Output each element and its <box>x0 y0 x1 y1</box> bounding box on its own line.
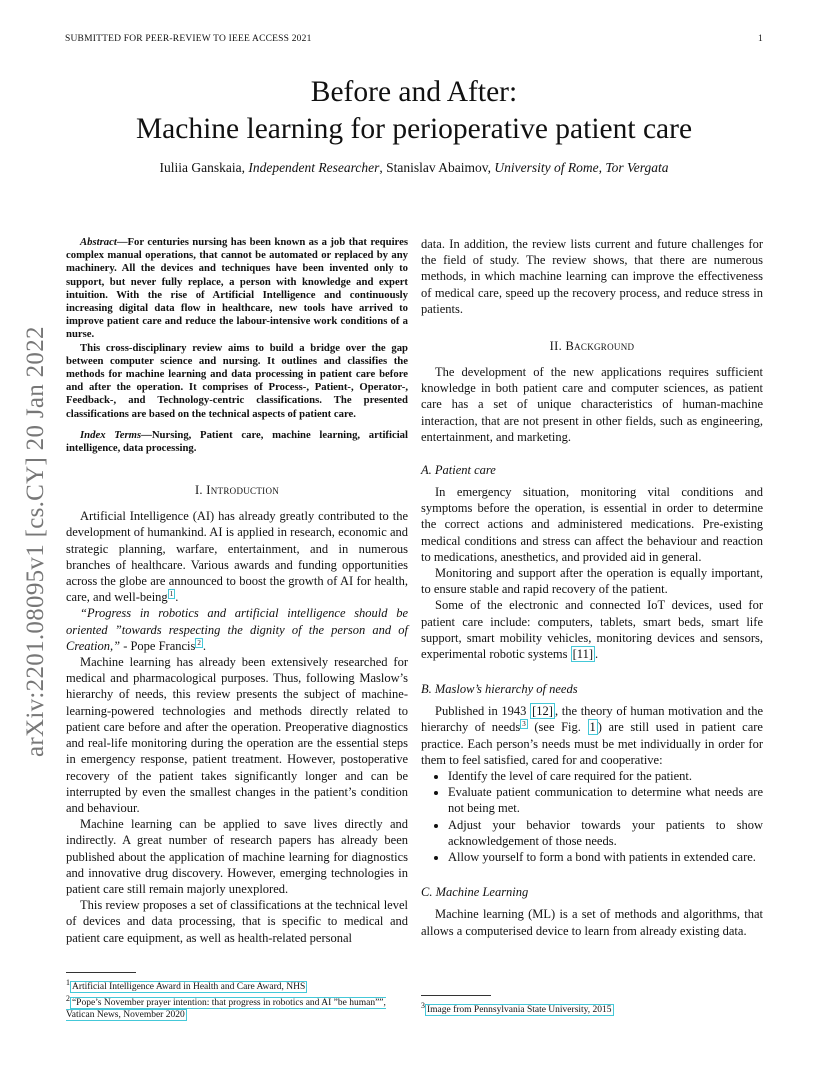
background-title: Background <box>565 339 635 354</box>
list-item: • Adjust your behavior towards your patients to show acknowledgement of those needs. <box>448 817 763 849</box>
index-terms-text: —Nursing, Patient care, machine learning, artificial intelligence, data processing. <box>66 428 408 455</box>
running-title: SUBMITTED FOR PEER-REVIEW TO IEEE ACCESS 2021 <box>65 34 312 44</box>
footnote-1-link[interactable]: Artificial Intelligence Award in Health and Care Award, NHS <box>71 982 306 993</box>
maslow-bullet-list <box>421 768 763 865</box>
footnote-2 <box>66 993 411 1021</box>
footnote-3-number: 3 <box>421 1001 425 1010</box>
footnote-ref-3[interactable]: 3 <box>522 720 526 729</box>
footnote-1 <box>66 977 411 993</box>
footnotes-right <box>421 1000 766 1016</box>
citation-link-11[interactable]: [11] <box>572 647 593 662</box>
subsection-heading-maslow: B. Maslow’s hierarchy of needs <box>421 682 578 697</box>
patient-care-p2: Monitoring and support after the operation is equally important, to ensure stable and rapid recovery of the patient. <box>421 566 763 597</box>
intro-p3: Machine learning has already been extensively researched for medical and pharmacological purposes. Thus, following Maslow’s hierarchy of needs, this review presents the subject of machine-learning-powered technologies and methods directly related to patient care before and after the operation. Preoperative diagnostics and real-life monitoring during the operation are the essential steps in emergency response, patient treatment. However, postoperative recovery of the patient takes significantly longer and can be interrupted by even the smallest changes in the patient’s condition and behaviour. <box>66 655 408 815</box>
abstract-p2: This cross-disciplinary review aims to build a bridge over the gap between computer science and nursing. It outlines and classifies the methods for machine learning and data processing in patient care before and after the operation. It comprises of Process-, Patient-, Operator-, Feedback-, and Technology-centric classifications. The presented classifications are based on the technical aspects of patient care. <box>66 341 408 420</box>
running-header <box>65 34 763 44</box>
abstract-p1 <box>66 236 408 342</box>
footnote-2-number: 2 <box>66 994 70 1004</box>
arxiv-stamp: arXiv:2201.08095v1 [cs.CY] 20 Jan 2022 <box>22 326 49 757</box>
footnote-rule-right <box>421 995 491 996</box>
footnote-rule-left <box>66 972 136 973</box>
intro-p5: This review proposes a set of classifications at the technical level of devices and data processing, that is specific to medical and patient care equipment, as well as health-related personal <box>66 898 408 945</box>
footnote-ref-2[interactable]: 2 <box>197 638 201 647</box>
section-heading-introduction <box>66 483 408 498</box>
pope-quote: “Progress in robotics and artificial intelligence should be oriented ”towards respecting the dignity of the person and of Creation,” <box>66 606 408 653</box>
title-line-1: Before and After: <box>310 76 518 108</box>
intro-continuation: data. In addition, the review lists current and future challenges for the field of study. The review shows, that there are numerous methods, in which machine learning can improve the effectiveness of medical care, speed up the recovery process, and reduce stress in patients. <box>421 237 763 316</box>
maslow-p1 <box>421 703 763 768</box>
intro-p1-text: Artificial Intelligence (AI) has already greatly contributed to the development of humankind. AI is applied in research, economic and strategic planning, warfare, entertainment, and in numerous branches of healthcare. Various awards and funding opportunities across the globe are announced to boost the growth of AI for health, care, and well-being <box>66 509 408 605</box>
footnote-2-link[interactable]: “Pope’s November prayer intention: that progress in robotics and AI ”be human””, Vatican News, November 2020 <box>66 998 386 1021</box>
intro-title: Introduction <box>206 483 280 498</box>
citation-link-12[interactable]: [12] <box>532 704 553 719</box>
abstract-text-1: —For centuries nursing has been known as a job that requires complex manual operations, that cannot be automated or replaced by any machinery. All the devices and techniques have been invented only to support, but never fully replace, a person with knowledge and expert intuition. With the rise of Artificial Intelligence and continuously increasing digital data flow in healthcare, new tools have arrived to improve patient care and reduce the labour-intensive work conditions of a nurse. <box>66 236 408 341</box>
patient-care-p1: In emergency situation, monitoring vital conditions and symptoms before the operation, is essential in order to determine the correct actions and administered medications. Pre-existing medical conditions and stress can affect the behaviour and reaction to medications, anesthetics, and provided aid in general. <box>421 485 763 564</box>
list-item: • Identify the level of care required for the patient. <box>448 768 763 784</box>
author-1: Iuliia Ganskaia, <box>159 160 245 175</box>
patient-care-p3: Some of the electronic and connected IoT devices, used for patient care include: computers, tablets, smart beds, smart life support, smart mobility vehicles, monitoring devices and sensors, experimental robotic systems [11] . <box>421 598 763 662</box>
background-p1: The development of the new applications requires sufficient knowledge in both patient care and computer sciences, as patient care has a set of unique characteristics of human-machine interaction, that are not present in other fields, such as engineering, entertainment, and marketing. <box>421 365 763 444</box>
section-heading-background <box>421 339 763 354</box>
intro-p1: Artificial Intelligence (AI) has already greatly contributed to the development of humankind. AI is applied in research, economic and strategic planning, warfare, entertainment, and in numerous branches of healthcare. Various awards and funding opportunities across the globe are announced to boost the growth of AI for health, care, and well-being $^1$ . <box>66 509 408 605</box>
author-1-affiliation: Independent Researcher <box>248 160 380 175</box>
list-item: • Allow yourself to form a bond with patients in extended care. <box>448 849 763 865</box>
machine-learning-p1: Machine learning (ML) is a set of methods and algorithms, that allows a computerised device to learn from already existing data. <box>421 907 763 938</box>
footnote-3-link[interactable]: Image from Pennsylvania State University, 2015 <box>426 1005 612 1016</box>
intro-p4: Machine learning can be applied to save lives directly and indirectly. A great number of research papers has already been published about the application of machine learning for diagnostics and innovative drug discovery. However, emerging technologies in patient care still remain majorly unexplored. <box>66 817 408 896</box>
index-terms <box>66 429 408 455</box>
list-item: • Evaluate patient communication to determine what needs are not being met. <box>448 784 763 816</box>
footnotes-left <box>66 977 411 1021</box>
title-line-2: Machine learning for perioperative patient care <box>135 113 693 145</box>
index-terms-label: Index Terms <box>80 428 142 441</box>
maslow-p1-a: Published in 1943 <box>435 704 531 719</box>
patient-care-p3-text: Some of the electronic and connected IoT devices, used for patient care include: computers, tablets, smart beds, smart life support, smart mobility vehicles, monitoring devices and sensors, experimental robotic systems <box>421 598 763 662</box>
background-number: II. <box>549 339 563 354</box>
intro-p2: “Progress in robotics and artificial intelligence should be oriented ”towards respecting the dignity of the person and of Creation,” - Pope Francis $^2$ . <box>66 606 408 653</box>
author-2-affiliation: University of Rome, Tor Vergata <box>494 160 669 175</box>
right-column <box>421 236 763 939</box>
footnote-3 <box>421 1000 766 1016</box>
figure-link-1[interactable]: 1 <box>589 720 596 735</box>
maslow-p1-d: ) are still used in patient care practice. Each person’s needs must be met individually in order for them to feel satisfied, cared for and cooperative: <box>421 720 763 767</box>
footnote-1-number: 1 <box>66 978 70 987</box>
author-line <box>0 160 828 176</box>
pope-attribution: - Pope Francis <box>120 638 196 653</box>
maslow-p1-b: , the theory of human motivation and the hierarchy of needs <box>421 704 763 735</box>
paper-title <box>0 74 828 148</box>
left-column <box>66 236 408 946</box>
author-2: , Stanislav Abaimov, <box>379 160 492 175</box>
intro-number: I. <box>194 483 203 498</box>
maslow-p1-c: (see Fig. <box>527 720 588 735</box>
subsection-heading-machine-learning: C. Machine Learning <box>421 885 529 900</box>
abstract-label: Abstract <box>80 236 117 248</box>
footnote-ref-1[interactable]: 1 <box>169 590 174 599</box>
page-number: 1 <box>758 34 763 44</box>
subsection-heading-patient-care: A. Patient care <box>421 463 496 478</box>
